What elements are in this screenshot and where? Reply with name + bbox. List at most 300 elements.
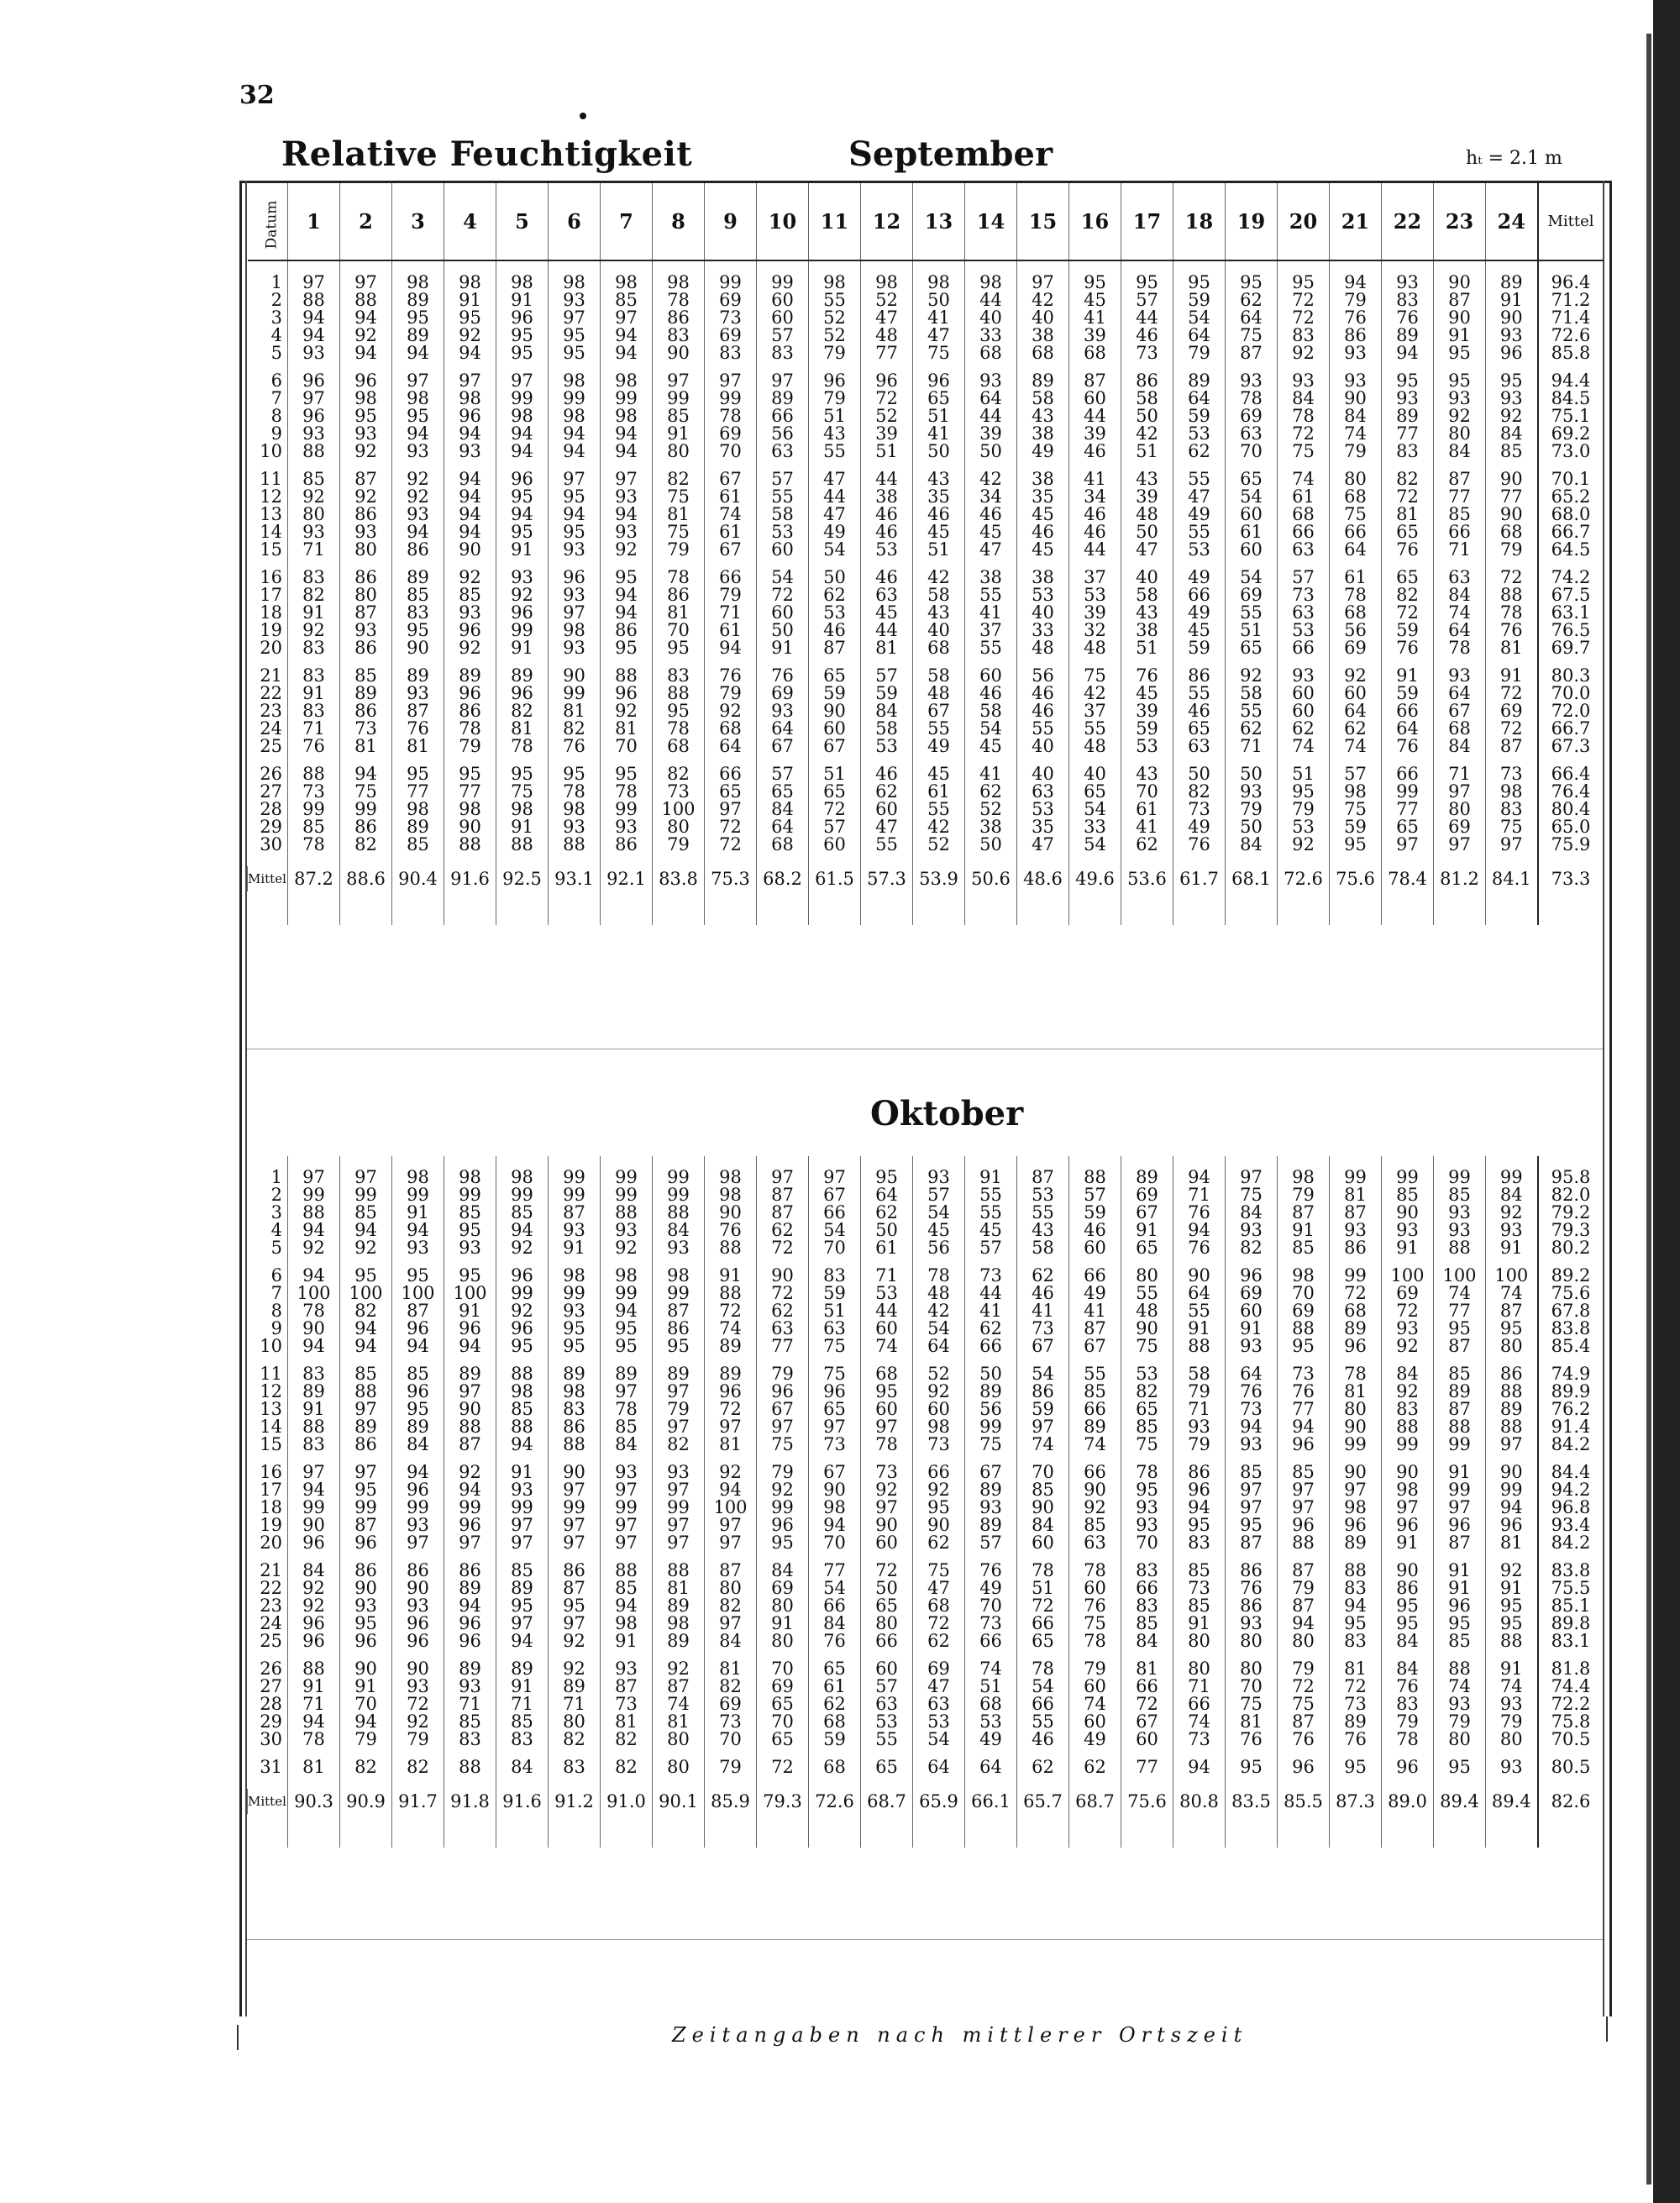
value-cell: 96 bbox=[444, 1320, 496, 1338]
value-cell: 97 bbox=[549, 309, 601, 327]
spacer-cell bbox=[861, 362, 913, 372]
value-cell: 97 bbox=[340, 274, 392, 292]
value-cell: 89 bbox=[1382, 407, 1434, 425]
spacer-cell bbox=[1173, 1814, 1226, 1848]
spacer-cell bbox=[1069, 1454, 1121, 1464]
spacer-cell bbox=[1486, 1552, 1538, 1562]
value-cell: 89 bbox=[653, 1597, 705, 1615]
value-cell: 71 bbox=[288, 720, 340, 738]
table-row bbox=[248, 1285, 1604, 1302]
spacer-cell bbox=[1278, 1355, 1330, 1365]
value-cell: 46 bbox=[1173, 702, 1226, 720]
value-cell: 76 bbox=[1173, 1204, 1226, 1222]
value-cell: 80 bbox=[288, 506, 340, 523]
value-cell: 76 bbox=[1486, 622, 1538, 639]
value-cell: 56 bbox=[1330, 622, 1382, 639]
column-header-hour: 22 bbox=[1382, 183, 1434, 260]
value-cell: 95 bbox=[861, 1383, 913, 1401]
spacer-row bbox=[248, 1156, 1604, 1169]
value-cell: 94 bbox=[705, 1481, 757, 1499]
value-cell: 57 bbox=[757, 327, 809, 344]
value-cell: 55 bbox=[965, 1204, 1017, 1222]
value-cell: 93 bbox=[392, 443, 444, 460]
spacer-cell bbox=[861, 657, 913, 667]
value-cell: 93 bbox=[601, 1660, 653, 1678]
value-cell: 38 bbox=[861, 488, 913, 506]
spacer-cell bbox=[913, 559, 965, 569]
value-cell: 47 bbox=[913, 1678, 965, 1696]
value-cell: 88 bbox=[288, 765, 340, 783]
value-cell: 66 bbox=[965, 1338, 1017, 1355]
value-cell: 96 bbox=[496, 471, 549, 488]
value-cell: 95 bbox=[1226, 274, 1278, 292]
value-cell: 97 bbox=[757, 1418, 809, 1436]
value-cell: 84 bbox=[496, 1759, 549, 1776]
value-cell: 87 bbox=[1278, 1562, 1330, 1580]
value-cell: 90 bbox=[444, 1401, 496, 1418]
value-cell: 71 bbox=[288, 541, 340, 559]
value-cell: 91 bbox=[1382, 1534, 1434, 1552]
value-cell: 60 bbox=[1069, 390, 1121, 407]
hourly-mean-cell: 89.4 bbox=[1434, 1789, 1486, 1814]
value-cell: 92 bbox=[601, 702, 653, 720]
value-cell: 99 bbox=[1434, 1481, 1486, 1499]
table-row bbox=[248, 1169, 1604, 1186]
value-cell: 95 bbox=[496, 523, 549, 541]
value-cell: 94 bbox=[288, 1713, 340, 1731]
value-cell: 81 bbox=[496, 720, 549, 738]
value-cell: 97 bbox=[444, 1383, 496, 1401]
value-cell: 91 bbox=[1173, 1320, 1226, 1338]
value-cell: 70 bbox=[809, 1239, 861, 1257]
value-cell: 83 bbox=[288, 1365, 340, 1383]
spacer-cell bbox=[1121, 1156, 1173, 1169]
value-cell: 79 bbox=[1278, 1580, 1330, 1597]
value-cell: 83 bbox=[1330, 1633, 1382, 1650]
spacer-cell bbox=[861, 1650, 913, 1660]
value-cell: 94 bbox=[392, 1222, 444, 1239]
value-cell: 65 bbox=[1121, 1239, 1173, 1257]
value-cell: 67 bbox=[1121, 1204, 1173, 1222]
value-cell: 97 bbox=[809, 1418, 861, 1436]
value-cell: 98 bbox=[444, 390, 496, 407]
value-cell: 96 bbox=[705, 1383, 757, 1401]
value-cell: 77 bbox=[1434, 1302, 1486, 1320]
daily-mean-cell: 67.8 bbox=[1538, 1302, 1604, 1320]
day-cell: 24 bbox=[260, 1615, 282, 1633]
value-cell: 89 bbox=[392, 292, 444, 309]
value-cell: 62 bbox=[1278, 720, 1330, 738]
value-cell: 95 bbox=[1121, 1481, 1173, 1499]
value-cell: 84 bbox=[1278, 390, 1330, 407]
value-cell: 87 bbox=[1226, 344, 1278, 362]
value-cell: 73 bbox=[1226, 1401, 1278, 1418]
spacer-cell bbox=[1278, 1552, 1330, 1562]
table-row bbox=[248, 720, 1604, 738]
value-cell: 83 bbox=[1121, 1562, 1173, 1580]
value-cell: 71 bbox=[1173, 1678, 1226, 1696]
value-cell: 95 bbox=[1226, 1759, 1278, 1776]
value-cell: 99 bbox=[965, 1418, 1017, 1436]
spacer-row bbox=[248, 755, 1604, 765]
value-cell: 91 bbox=[496, 1678, 549, 1696]
spacer-cell bbox=[1330, 1156, 1382, 1169]
value-cell: 53 bbox=[1278, 622, 1330, 639]
value-cell: 63 bbox=[1226, 425, 1278, 443]
value-cell: 74 bbox=[1173, 1713, 1226, 1731]
hourly-mean-cell: 50.6 bbox=[965, 866, 1017, 891]
value-cell: 76 bbox=[1226, 1731, 1278, 1748]
spacer-cell bbox=[861, 1748, 913, 1759]
spacer-cell bbox=[340, 1355, 392, 1365]
value-cell: 68 bbox=[653, 738, 705, 755]
value-cell: 88 bbox=[288, 1418, 340, 1436]
value-cell: 94 bbox=[340, 1338, 392, 1355]
spacer-cell bbox=[444, 657, 496, 667]
value-cell: 97 bbox=[1382, 836, 1434, 854]
column-header-hour: 13 bbox=[913, 183, 965, 260]
day-cell: 29 bbox=[260, 818, 282, 836]
spacer-cell bbox=[809, 891, 861, 925]
spacer-cell bbox=[1017, 362, 1069, 372]
spacer-cell bbox=[496, 1748, 549, 1759]
value-cell: 86 bbox=[1173, 1464, 1226, 1481]
value-cell: 92 bbox=[392, 488, 444, 506]
day-cell: 5 bbox=[270, 344, 282, 362]
spacer-cell bbox=[1486, 755, 1538, 765]
value-cell: 94 bbox=[340, 1222, 392, 1239]
column-header-hour: 16 bbox=[1069, 183, 1121, 260]
value-cell: 73 bbox=[1173, 1580, 1226, 1597]
value-cell: 87 bbox=[757, 1186, 809, 1204]
value-cell: 73 bbox=[861, 1464, 913, 1481]
value-cell: 67 bbox=[809, 738, 861, 755]
spacer-cell bbox=[549, 362, 601, 372]
day-cell: 23 bbox=[260, 702, 282, 720]
value-cell: 53 bbox=[757, 523, 809, 541]
spacer-cell bbox=[757, 1748, 809, 1759]
value-cell: 59 bbox=[1382, 622, 1434, 639]
value-cell: 95 bbox=[444, 309, 496, 327]
value-cell: 80 bbox=[1278, 1633, 1330, 1650]
value-cell: 58 bbox=[1017, 1239, 1069, 1257]
value-cell: 45 bbox=[965, 738, 1017, 755]
spacer-cell bbox=[913, 891, 965, 925]
value-cell: 44 bbox=[1069, 407, 1121, 425]
value-cell: 52 bbox=[809, 327, 861, 344]
value-cell: 97 bbox=[601, 1517, 653, 1534]
table-row bbox=[248, 506, 1604, 523]
value-cell: 94 bbox=[601, 425, 653, 443]
value-cell: 76 bbox=[1278, 1731, 1330, 1748]
value-cell: 94 bbox=[601, 586, 653, 604]
value-cell: 79 bbox=[1486, 541, 1538, 559]
value-cell: 96 bbox=[444, 1615, 496, 1633]
value-cell: 46 bbox=[1069, 506, 1121, 523]
spacer-cell bbox=[444, 1552, 496, 1562]
value-cell: 96 bbox=[1486, 1517, 1538, 1534]
table-row bbox=[248, 685, 1604, 702]
spacer-cell bbox=[757, 559, 809, 569]
value-cell: 97 bbox=[1486, 836, 1538, 854]
value-cell: 65 bbox=[809, 783, 861, 801]
value-cell: 99 bbox=[705, 390, 757, 407]
table-row bbox=[248, 1517, 1604, 1534]
value-cell: 54 bbox=[809, 1222, 861, 1239]
column-header-hour: 19 bbox=[1226, 183, 1278, 260]
page-number: 32 bbox=[239, 81, 275, 110]
spacer-cell bbox=[1017, 1748, 1069, 1759]
spacer-cell bbox=[965, 755, 1017, 765]
value-cell: 97 bbox=[549, 1615, 601, 1633]
value-cell: 94 bbox=[1330, 274, 1382, 292]
value-cell: 97 bbox=[288, 390, 340, 407]
value-cell: 86 bbox=[340, 1436, 392, 1454]
value-cell: 69 bbox=[757, 1580, 809, 1597]
value-cell: 55 bbox=[809, 443, 861, 460]
value-cell: 87 bbox=[1434, 471, 1486, 488]
value-cell: 62 bbox=[1330, 720, 1382, 738]
value-cell: 99 bbox=[1434, 1169, 1486, 1186]
value-cell: 93 bbox=[288, 425, 340, 443]
value-cell: 91 bbox=[1434, 327, 1486, 344]
spacer-cell bbox=[1069, 1776, 1121, 1789]
value-cell: 98 bbox=[549, 801, 601, 818]
value-cell: 95 bbox=[1434, 1615, 1486, 1633]
value-cell: 84 bbox=[1382, 1660, 1434, 1678]
value-cell: 77 bbox=[444, 783, 496, 801]
value-cell: 99 bbox=[1330, 1169, 1382, 1186]
column-header-hour: 11 bbox=[809, 183, 861, 260]
spacer-cell bbox=[392, 1748, 444, 1759]
value-cell: 80 bbox=[1173, 1633, 1226, 1650]
spacer-cell bbox=[444, 755, 496, 765]
table-row bbox=[248, 1186, 1604, 1204]
value-cell: 69 bbox=[757, 1678, 809, 1696]
value-cell: 99 bbox=[288, 801, 340, 818]
value-cell: 84 bbox=[1330, 407, 1382, 425]
value-cell: 93 bbox=[444, 443, 496, 460]
value-cell: 83 bbox=[809, 1267, 861, 1285]
spacer-cell bbox=[1538, 1748, 1604, 1759]
spacer-cell bbox=[1069, 854, 1121, 866]
value-cell: 65 bbox=[757, 1696, 809, 1713]
spacer-cell bbox=[1330, 362, 1382, 372]
day-cell: 10 bbox=[260, 1338, 282, 1355]
spacer-cell bbox=[757, 1454, 809, 1464]
value-cell: 50 bbox=[913, 292, 965, 309]
spacer-cell bbox=[1121, 891, 1173, 925]
spacer-cell bbox=[965, 1454, 1017, 1464]
value-cell: 75 bbox=[1226, 1186, 1278, 1204]
value-cell: 69 bbox=[1226, 586, 1278, 604]
value-cell: 83 bbox=[288, 1436, 340, 1454]
value-cell: 49 bbox=[913, 738, 965, 755]
value-cell: 32 bbox=[1069, 622, 1121, 639]
day-cell: 5 bbox=[270, 1239, 282, 1257]
value-cell: 37 bbox=[965, 622, 1017, 639]
spacer-cell bbox=[444, 1257, 496, 1267]
spacer-cell bbox=[340, 1748, 392, 1759]
spacer-cell bbox=[549, 559, 601, 569]
spacer-cell bbox=[601, 1355, 653, 1365]
value-cell: 51 bbox=[913, 407, 965, 425]
spacer-cell bbox=[1121, 1748, 1173, 1759]
value-cell: 93 bbox=[392, 1517, 444, 1534]
value-cell: 94 bbox=[1173, 1759, 1226, 1776]
value-cell: 93 bbox=[340, 523, 392, 541]
value-cell: 50 bbox=[757, 622, 809, 639]
spacer-cell bbox=[809, 1355, 861, 1365]
spacer-cell bbox=[248, 362, 288, 372]
value-cell: 92 bbox=[1069, 1499, 1121, 1517]
value-cell: 66 bbox=[1278, 523, 1330, 541]
value-cell: 72 bbox=[1278, 292, 1330, 309]
value-cell: 88 bbox=[549, 836, 601, 854]
value-cell: 95 bbox=[1486, 1320, 1538, 1338]
value-cell: 97 bbox=[1278, 1481, 1330, 1499]
spacer-cell bbox=[1538, 1257, 1604, 1267]
value-cell: 95 bbox=[653, 639, 705, 657]
value-cell: 47 bbox=[913, 327, 965, 344]
spacer-cell bbox=[861, 1257, 913, 1267]
value-cell: 93 bbox=[549, 541, 601, 559]
value-cell: 91 bbox=[340, 1678, 392, 1696]
hourly-mean-cell: 57.3 bbox=[861, 866, 913, 891]
value-cell: 91 bbox=[705, 1267, 757, 1285]
value-cell: 81 bbox=[340, 738, 392, 755]
day-cell: 22 bbox=[260, 685, 282, 702]
value-cell: 87 bbox=[1226, 1534, 1278, 1552]
spacer-cell bbox=[1069, 755, 1121, 765]
value-cell: 89 bbox=[392, 667, 444, 685]
value-cell: 100 bbox=[653, 801, 705, 818]
hourly-mean-cell: 80.8 bbox=[1173, 1789, 1226, 1814]
spacer-cell bbox=[757, 362, 809, 372]
spacer-cell bbox=[496, 1355, 549, 1365]
spacer-cell bbox=[601, 362, 653, 372]
value-cell: 57 bbox=[1278, 569, 1330, 586]
value-cell: 74 bbox=[705, 506, 757, 523]
value-cell: 63 bbox=[861, 1696, 913, 1713]
value-cell: 71 bbox=[1173, 1401, 1226, 1418]
value-cell: 95 bbox=[1278, 1338, 1330, 1355]
value-cell: 82 bbox=[705, 1597, 757, 1615]
value-cell: 93 bbox=[1173, 1418, 1226, 1436]
value-cell: 45 bbox=[1017, 506, 1069, 523]
column-header-hour: 18 bbox=[1173, 183, 1226, 260]
value-cell: 97 bbox=[705, 1517, 757, 1534]
value-cell: 92 bbox=[288, 1239, 340, 1257]
value-cell: 69 bbox=[1434, 818, 1486, 836]
spacer-cell bbox=[1486, 1355, 1538, 1365]
table-header-row bbox=[248, 183, 1604, 260]
value-cell: 93 bbox=[601, 818, 653, 836]
value-cell: 66 bbox=[1173, 1696, 1226, 1713]
value-cell: 76 bbox=[1121, 667, 1173, 685]
value-cell: 79 bbox=[653, 836, 705, 854]
value-cell: 91 bbox=[1486, 1239, 1538, 1257]
value-cell: 97 bbox=[861, 1418, 913, 1436]
column-header-hour: 14 bbox=[965, 183, 1017, 260]
value-cell: 69 bbox=[1330, 639, 1382, 657]
value-cell: 64 bbox=[965, 1759, 1017, 1776]
value-cell: 91 bbox=[288, 1678, 340, 1696]
value-cell: 99 bbox=[601, 1499, 653, 1517]
value-cell: 90 bbox=[1382, 1562, 1434, 1580]
daily-mean-cell: 89.9 bbox=[1538, 1383, 1604, 1401]
value-cell: 87 bbox=[444, 1436, 496, 1454]
value-cell: 93 bbox=[601, 1222, 653, 1239]
value-cell: 65 bbox=[861, 1759, 913, 1776]
spacer-cell bbox=[392, 891, 444, 925]
value-cell: 91 bbox=[444, 1302, 496, 1320]
table-right-border bbox=[1609, 181, 1612, 2016]
day-cell: 10 bbox=[260, 443, 282, 460]
value-cell: 89 bbox=[392, 569, 444, 586]
value-cell: 96 bbox=[496, 685, 549, 702]
value-cell: 50 bbox=[965, 1365, 1017, 1383]
value-cell: 99 bbox=[653, 1186, 705, 1204]
spacer-cell bbox=[248, 1552, 288, 1562]
value-cell: 88 bbox=[1486, 1633, 1538, 1650]
spacer-cell bbox=[757, 1552, 809, 1562]
spacer-cell bbox=[1382, 891, 1434, 925]
value-cell: 74 bbox=[1330, 425, 1382, 443]
hourly-mean-cell: 91.6 bbox=[444, 866, 496, 891]
value-cell: 76 bbox=[1382, 738, 1434, 755]
value-cell: 93 bbox=[444, 604, 496, 622]
value-cell: 45 bbox=[913, 523, 965, 541]
value-cell: 91 bbox=[549, 1239, 601, 1257]
value-cell: 94 bbox=[340, 1320, 392, 1338]
value-cell: 43 bbox=[1017, 407, 1069, 425]
mean-row-label: Mittel bbox=[248, 1789, 288, 1814]
value-cell: 62 bbox=[1226, 720, 1278, 738]
value-cell: 78 bbox=[288, 1302, 340, 1320]
spacer-cell bbox=[1434, 559, 1486, 569]
spacer-cell bbox=[392, 1355, 444, 1365]
table-row bbox=[248, 1481, 1604, 1499]
value-cell: 99 bbox=[1382, 1436, 1434, 1454]
value-cell: 80 bbox=[653, 1759, 705, 1776]
value-cell: 97 bbox=[757, 1169, 809, 1186]
hourly-mean-cell: 83.8 bbox=[653, 866, 705, 891]
spacer-cell bbox=[809, 1748, 861, 1759]
value-cell: 33 bbox=[1069, 818, 1121, 836]
value-cell: 93 bbox=[392, 685, 444, 702]
spacer-cell bbox=[601, 460, 653, 471]
value-cell: 97 bbox=[705, 801, 757, 818]
value-cell: 50 bbox=[1121, 407, 1173, 425]
spacer-cell bbox=[444, 460, 496, 471]
value-cell: 78 bbox=[601, 783, 653, 801]
daily-mean-cell: 66.7 bbox=[1538, 720, 1604, 738]
value-cell: 99 bbox=[601, 1186, 653, 1204]
spacer-cell bbox=[861, 891, 913, 925]
value-cell: 51 bbox=[965, 1678, 1017, 1696]
value-cell: 89 bbox=[340, 1418, 392, 1436]
daily-mean-cell: 76.5 bbox=[1538, 622, 1604, 639]
value-cell: 99 bbox=[1486, 1169, 1538, 1186]
value-cell: 87 bbox=[549, 1580, 601, 1597]
value-cell: 100 bbox=[1486, 1267, 1538, 1285]
value-cell: 85 bbox=[1434, 506, 1486, 523]
spacer-cell bbox=[496, 891, 549, 925]
value-cell: 92 bbox=[288, 1580, 340, 1597]
value-cell: 91 bbox=[757, 1615, 809, 1633]
day-cell: 6 bbox=[270, 1267, 282, 1285]
